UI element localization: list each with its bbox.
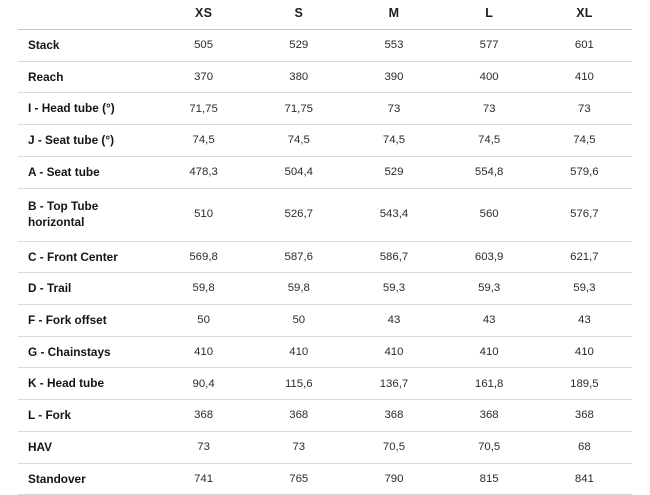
column-header-m: M <box>388 6 400 20</box>
row-label: Stack <box>18 30 156 62</box>
column-header-l: L <box>485 6 494 20</box>
table-cell: 380 <box>251 61 346 93</box>
table-cell: 50 <box>156 304 251 336</box>
table-row <box>18 61 632 93</box>
table-cell: 71,75 <box>251 93 346 125</box>
table-row <box>18 30 632 62</box>
table-row <box>18 463 632 495</box>
table-cell: 510 <box>156 188 251 241</box>
table-cell: 71,75 <box>156 93 251 125</box>
table-cell: 410 <box>537 61 632 93</box>
geometry-table <box>18 0 632 495</box>
table-cell: 765 <box>251 463 346 495</box>
table-cell: 586,7 <box>346 241 441 273</box>
table-cell: 587,6 <box>251 241 346 273</box>
table-row <box>18 125 632 157</box>
row-label: I - Head tube (°) <box>18 93 156 125</box>
table-cell: 43 <box>442 304 537 336</box>
row-label: B - Top Tube horizontal <box>18 188 156 241</box>
table-cell: 410 <box>251 336 346 368</box>
row-label: J - Seat tube (°) <box>18 125 156 157</box>
table-cell: 70,5 <box>442 431 537 463</box>
table-row <box>18 336 632 368</box>
table-header <box>18 0 632 30</box>
table-cell: 504,4 <box>251 156 346 188</box>
table-header-row <box>18 0 632 30</box>
table-cell: 59,8 <box>156 273 251 305</box>
table-cell: 59,3 <box>346 273 441 305</box>
table-row <box>18 156 632 188</box>
row-label: Standover <box>18 463 156 495</box>
table-cell: 410 <box>156 336 251 368</box>
column-header-s: S <box>294 6 304 20</box>
row-label: L - Fork <box>18 400 156 432</box>
table-cell: 410 <box>442 336 537 368</box>
table-row <box>18 273 632 305</box>
table-cell: 368 <box>251 400 346 432</box>
table-row <box>18 188 632 241</box>
row-label: F - Fork offset <box>18 304 156 336</box>
table-cell: 43 <box>346 304 441 336</box>
table-cell: 526,7 <box>251 188 346 241</box>
table-cell: 741 <box>156 463 251 495</box>
table-cell: 368 <box>537 400 632 432</box>
table-cell: 577 <box>442 30 537 62</box>
table-cell: 59,8 <box>251 273 346 305</box>
table-cell: 74,5 <box>537 125 632 157</box>
table-cell: 136,7 <box>346 368 441 400</box>
table-row <box>18 304 632 336</box>
table-cell: 815 <box>442 463 537 495</box>
table-cell: 543,4 <box>346 188 441 241</box>
table-cell: 390 <box>346 61 441 93</box>
row-label: D - Trail <box>18 273 156 305</box>
table-cell: 74,5 <box>251 125 346 157</box>
table-cell: 790 <box>346 463 441 495</box>
table-cell: 43 <box>537 304 632 336</box>
table-row <box>18 93 632 125</box>
row-label: C - Front Center <box>18 241 156 273</box>
table-cell: 59,3 <box>537 273 632 305</box>
table-cell: 368 <box>346 400 441 432</box>
table-cell: 368 <box>442 400 537 432</box>
table-cell: 73 <box>156 431 251 463</box>
table-cell: 529 <box>251 30 346 62</box>
table-cell: 400 <box>442 61 537 93</box>
table-cell: 59,3 <box>442 273 537 305</box>
table-cell: 601 <box>537 30 632 62</box>
table-cell: 370 <box>156 61 251 93</box>
table-cell: 569,8 <box>156 241 251 273</box>
table-cell: 841 <box>537 463 632 495</box>
row-label: G - Chainstays <box>18 336 156 368</box>
column-header-measure <box>18 0 156 30</box>
row-label: Reach <box>18 61 156 93</box>
table-cell: 73 <box>442 93 537 125</box>
table-cell: 73 <box>346 93 441 125</box>
table-cell: 115,6 <box>251 368 346 400</box>
row-label: A - Seat tube <box>18 156 156 188</box>
table-row <box>18 400 632 432</box>
row-label: HAV <box>18 431 156 463</box>
table-cell: 73 <box>537 93 632 125</box>
table-cell: 74,5 <box>442 125 537 157</box>
table-cell: 161,8 <box>442 368 537 400</box>
table-cell: 621,7 <box>537 241 632 273</box>
table-cell: 410 <box>346 336 441 368</box>
row-label: K - Head tube <box>18 368 156 400</box>
column-header-xs: XS <box>195 6 213 20</box>
table-cell: 73 <box>251 431 346 463</box>
table-cell: 368 <box>156 400 251 432</box>
table-body <box>18 30 632 495</box>
table-cell: 603,9 <box>442 241 537 273</box>
table-cell: 554,8 <box>442 156 537 188</box>
table-cell: 189,5 <box>537 368 632 400</box>
table-cell: 505 <box>156 30 251 62</box>
table-cell: 74,5 <box>346 125 441 157</box>
table-cell: 410 <box>537 336 632 368</box>
table-row <box>18 368 632 400</box>
column-header-xl: XL <box>576 6 593 20</box>
table-cell: 560 <box>442 188 537 241</box>
table-row <box>18 241 632 273</box>
table-cell: 579,6 <box>537 156 632 188</box>
table-cell: 74,5 <box>156 125 251 157</box>
table-cell: 553 <box>346 30 441 62</box>
table-cell: 576,7 <box>537 188 632 241</box>
table-row <box>18 431 632 463</box>
table-cell: 68 <box>537 431 632 463</box>
table-cell: 90,4 <box>156 368 251 400</box>
table-cell: 50 <box>251 304 346 336</box>
table-cell: 478,3 <box>156 156 251 188</box>
table-cell: 529 <box>346 156 441 188</box>
table-cell: 70,5 <box>346 431 441 463</box>
